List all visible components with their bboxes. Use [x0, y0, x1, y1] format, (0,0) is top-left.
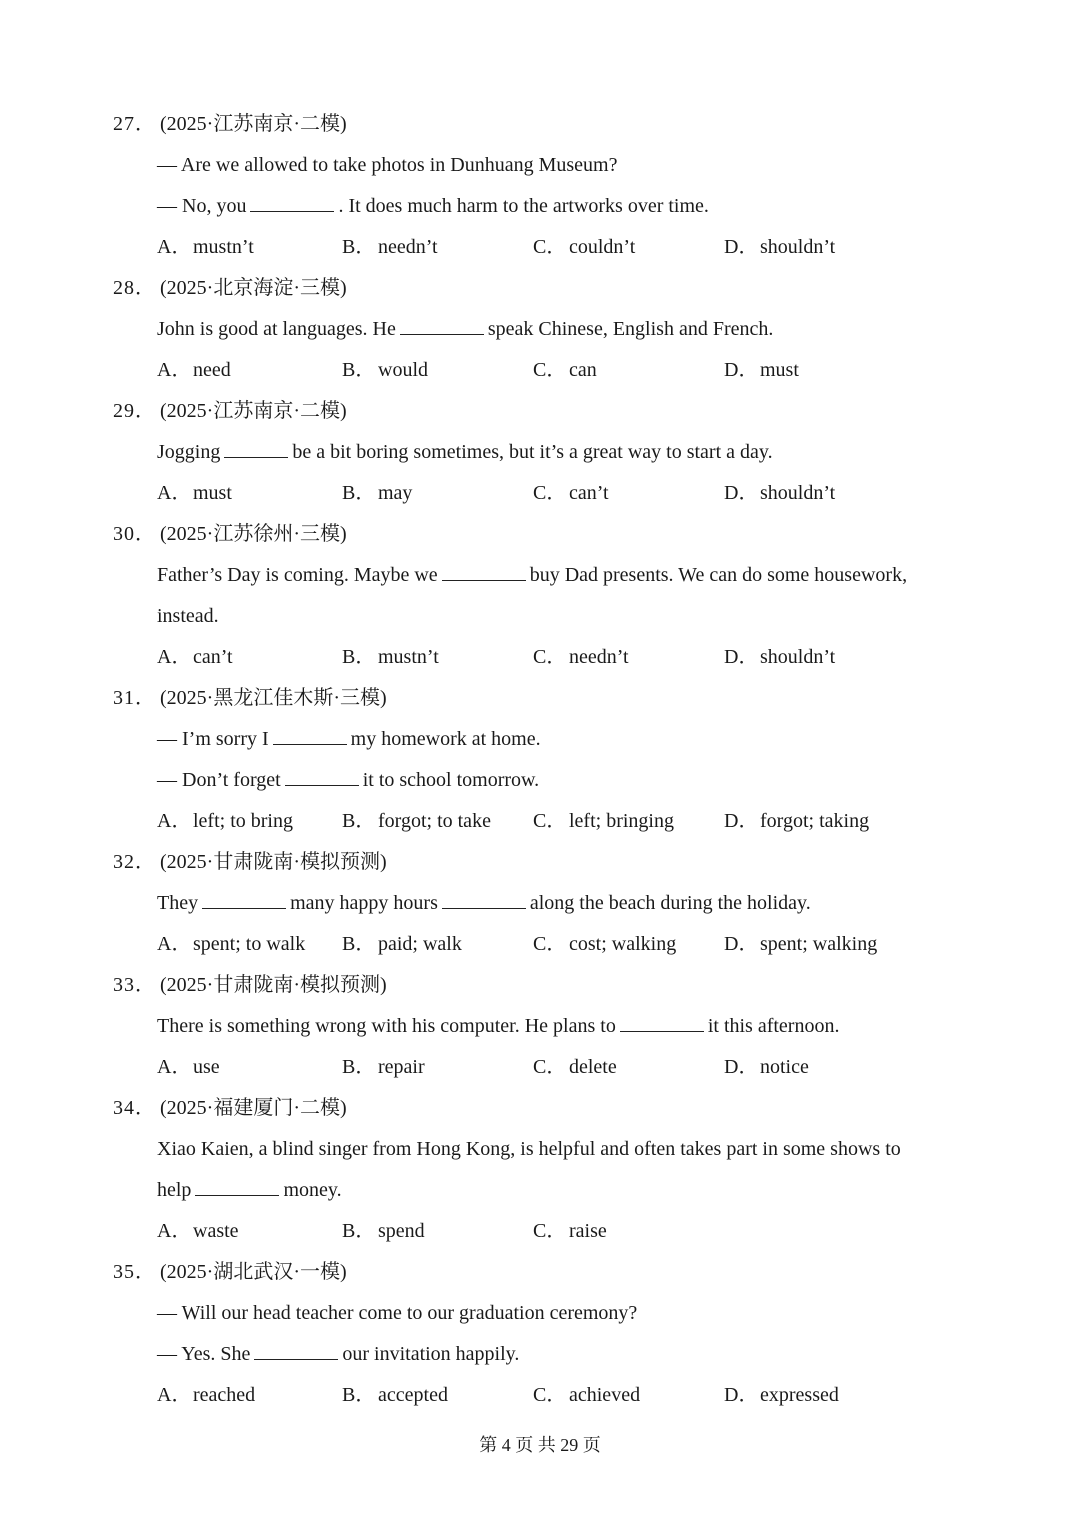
question-text: — I’m sorry I	[157, 728, 269, 750]
question-source: (2025·黑龙江佳木斯·三模)	[160, 687, 387, 709]
option-b: B． would	[342, 359, 428, 381]
question-33-header	[113, 972, 387, 998]
question-text: There is something wrong with his computer. He plans to	[157, 1015, 616, 1037]
option-c: C． can	[533, 359, 597, 381]
page-footer: 第 4 页 共 29 页	[479, 1435, 601, 1455]
question-text: Xiao Kaien, a blind singer from Hong Kong, is helpful and often takes part in some shows to	[157, 1138, 901, 1160]
answer-blank	[254, 1341, 338, 1360]
question-32-line-1	[157, 890, 811, 916]
question-number: 32．	[113, 851, 156, 873]
option-b: B． paid; walk	[342, 933, 462, 955]
question-text: it to school tomorrow.	[362, 769, 540, 791]
question-source: (2025·湖北武汉·一模)	[160, 1261, 347, 1283]
question-32-header	[113, 849, 387, 875]
question-text: instead.	[157, 605, 219, 627]
question-number: 33．	[113, 974, 156, 996]
answer-blank	[224, 439, 288, 458]
question-text: They	[157, 892, 199, 914]
question-text: — No, you	[157, 195, 247, 217]
question-35-line-2	[157, 1341, 519, 1367]
option-d: D．expressed	[724, 1384, 839, 1406]
question-33-line-1	[157, 1013, 839, 1039]
option-a: A．spent; to walk	[157, 933, 306, 955]
option-b: B． spend	[342, 1220, 425, 1242]
question-34-line-2	[157, 1177, 342, 1203]
option-c: C． needn’t	[533, 646, 629, 668]
option-d: D．forgot; taking	[724, 810, 870, 832]
question-28-line-1	[157, 316, 773, 342]
option-c: C． raise	[533, 1220, 607, 1242]
question-27-line-2	[157, 193, 709, 219]
question-34-line-1	[157, 1136, 901, 1162]
option-a: A．waste	[157, 1220, 239, 1242]
option-b: B． may	[342, 482, 413, 504]
question-source: (2025·福建厦门·二模)	[160, 1097, 347, 1119]
option-b: B． mustn’t	[342, 646, 439, 668]
question-text: money.	[283, 1179, 342, 1201]
question-text: many happy hours	[290, 892, 438, 914]
question-35-header	[113, 1259, 347, 1285]
question-source: (2025·北京海淀·三模)	[160, 277, 347, 299]
option-b: B． repair	[342, 1056, 425, 1078]
question-source: (2025·甘肃陇南·模拟预测)	[160, 974, 387, 996]
option-d: D．shouldn’t	[724, 482, 836, 504]
option-b: B． accepted	[342, 1384, 448, 1406]
answer-blank	[620, 1013, 704, 1032]
question-number: 29．	[113, 400, 156, 422]
question-text: speak Chinese, English and French.	[487, 318, 774, 340]
question-text: — Yes. She	[157, 1343, 251, 1365]
question-29-header	[113, 398, 347, 424]
option-d: D．shouldn’t	[724, 646, 836, 668]
question-text: Father’s Day is coming. Maybe we	[157, 564, 438, 586]
option-c: C． achieved	[533, 1384, 641, 1406]
option-b: B． needn’t	[342, 236, 438, 258]
option-c: C． couldn’t	[533, 236, 636, 258]
option-a: A．use	[157, 1056, 220, 1078]
question-text: buy Dad presents. We can do some housework,	[529, 564, 908, 586]
question-text: — Don’t forget	[157, 769, 281, 791]
question-text: help	[157, 1179, 192, 1201]
question-27-header	[113, 111, 347, 137]
question-text: Jogging	[157, 441, 221, 463]
question-text: it this afternoon.	[707, 1015, 840, 1037]
answer-blank	[400, 316, 484, 335]
answer-blank	[442, 562, 526, 581]
question-28-header	[113, 275, 347, 301]
question-35-line-1	[157, 1300, 637, 1326]
option-a: A．reached	[157, 1384, 256, 1406]
option-c: C． left; bringing	[533, 810, 674, 832]
answer-blank	[250, 193, 334, 212]
question-number: 35．	[113, 1261, 156, 1283]
question-31-header	[113, 685, 387, 711]
question-34-header	[113, 1095, 347, 1121]
option-d: D．spent; walking	[724, 933, 878, 955]
question-source: (2025·江苏南京·二模)	[160, 113, 347, 135]
question-31-line-1	[157, 726, 541, 752]
question-number: 28．	[113, 277, 156, 299]
option-c: C． cost; walking	[533, 933, 677, 955]
question-30-line-1	[157, 562, 907, 588]
option-d: D．must	[724, 359, 799, 381]
question-source: (2025·江苏徐州·三模)	[160, 523, 347, 545]
question-29-line-1	[157, 439, 773, 465]
option-c: C． can’t	[533, 482, 609, 504]
question-source: (2025·江苏南京·二模)	[160, 400, 347, 422]
question-text: along the beach during the holiday.	[529, 892, 811, 914]
option-a: A．must	[157, 482, 232, 504]
answer-blank	[195, 1177, 279, 1196]
option-d: D．notice	[724, 1056, 809, 1078]
question-number: 30．	[113, 523, 156, 545]
question-text: — Are we allowed to take photos in Dunhuang Museum?	[157, 154, 618, 176]
question-text: John is good at languages. He	[157, 318, 396, 340]
question-text: be a bit boring sometimes, but it’s a great way to start a day.	[292, 441, 773, 463]
option-b: B． forgot; to take	[342, 810, 491, 832]
question-27-line-1	[157, 152, 617, 178]
option-a: A．mustn’t	[157, 236, 254, 258]
question-30-header	[113, 521, 347, 547]
option-a: A．left; to bring	[157, 810, 293, 832]
question-text: my homework at home.	[350, 728, 541, 750]
question-number: 31．	[113, 687, 156, 709]
question-number: 27．	[113, 113, 156, 135]
question-text: . It does much harm to the artworks over time.	[338, 195, 709, 217]
question-text: — Will our head teacher come to our graduation ceremony?	[157, 1302, 638, 1324]
question-source: (2025·甘肃陇南·模拟预测)	[160, 851, 387, 873]
option-a: A．can’t	[157, 646, 233, 668]
answer-blank	[273, 726, 347, 745]
option-d: D．shouldn’t	[724, 236, 836, 258]
question-30-line-2	[157, 603, 219, 629]
question-text: our invitation happily.	[342, 1343, 520, 1365]
answer-blank	[202, 890, 286, 909]
option-c: C． delete	[533, 1056, 617, 1078]
answer-blank	[285, 767, 359, 786]
question-31-line-2	[157, 767, 539, 793]
question-number: 34．	[113, 1097, 156, 1119]
answer-blank	[442, 890, 526, 909]
option-a: A．need	[157, 359, 231, 381]
